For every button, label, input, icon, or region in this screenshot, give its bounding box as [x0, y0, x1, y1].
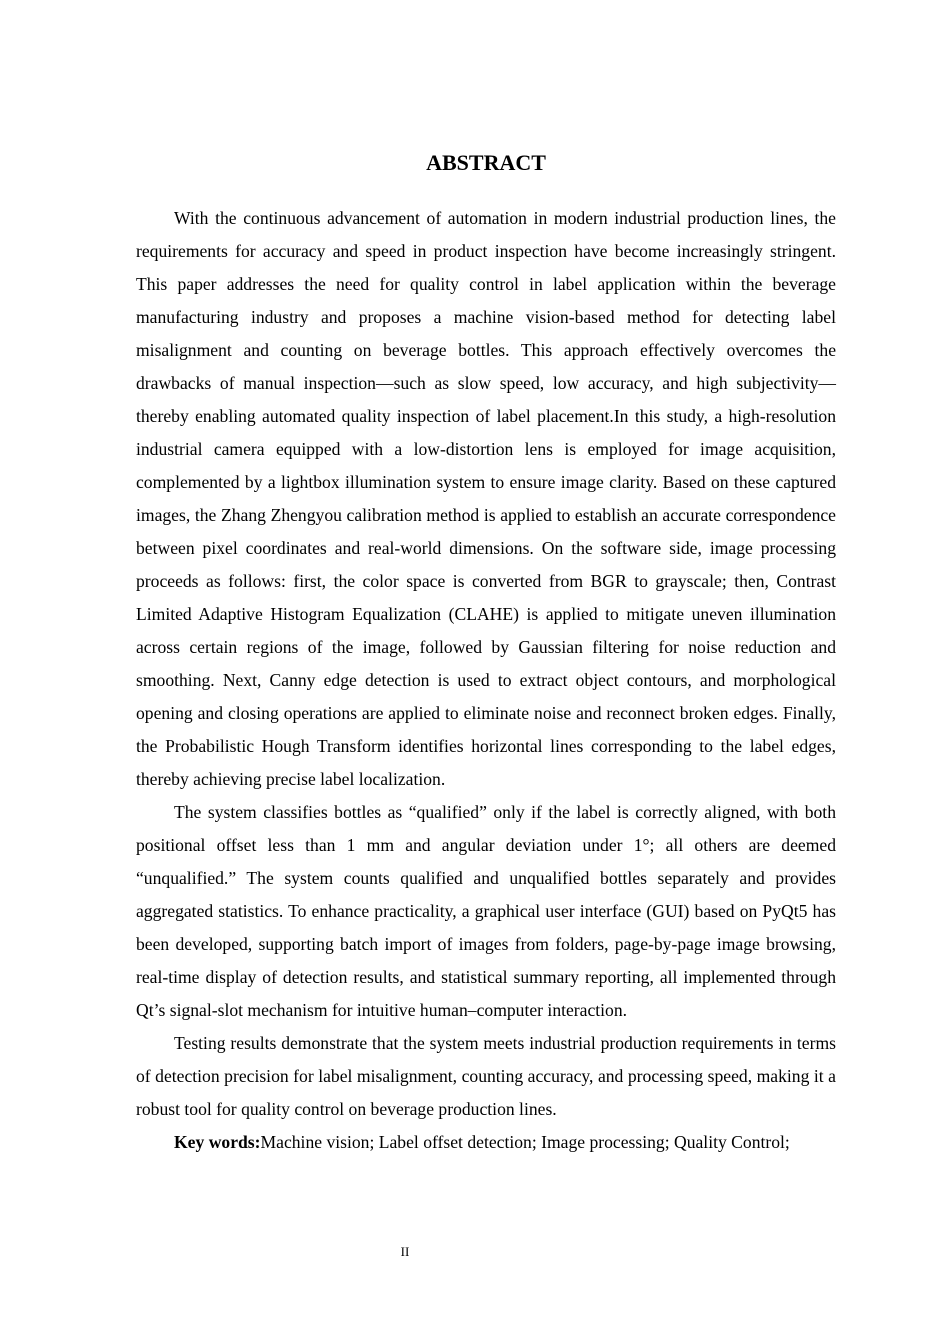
keywords-text: Machine vision; Label offset detection; Image processing; Quality Control; — [260, 1132, 790, 1152]
page-title: ABSTRACT — [426, 150, 546, 175]
keywords-label: Key words: — [174, 1132, 261, 1152]
abstract-paragraph-2: The system classifies bottles as “qualified” only if the label is correctly aligned, with both positional offset less than 1 mm and angular deviation under 1°; all others are deemed “unqualified.” The system counts qualified and unqualified bottles separately and provides aggregated statistics. To enhance practicality, a graphical user interface (GUI) based on PyQt5 has been developed, supporting batch import of images from folders, page-by-page image browsing, real-time display of detection results, and statistical summary reporting, all implemented through Qt’s signal-slot mechanism for intuitive human–computer interaction. — [136, 802, 836, 1020]
abstract-paragraph-3: Testing results demonstrate that the system meets industrial production requirements in terms of detection precision for label misalignment, counting accuracy, and processing speed, making it a robust tool for quality control on beverage production lines. — [136, 1033, 836, 1119]
keywords-line — [136, 1126, 836, 1159]
page-number: II — [400, 1244, 410, 1259]
abstract-paragraph-1: With the continuous advancement of automation in modern industrial production lines, the requirements for accuracy and speed in product inspection have become increasingly stringent. This paper addresses the need for quality control in label application within the beverage manufacturing industry and proposes a machine vision-based method for detecting label misalignment and counting on beverage bottles. This approach effectively overcomes the drawbacks of manual inspection—such as slow speed, low accuracy, and high subjectivity—thereby enabling automated quality inspection of label placement.In this study, a high-resolution industrial camera equipped with a low-distortion lens is employed for image acquisition, complemented by a lightbox illumination system to ensure image clarity. Based on these captured images, the Zhang Zhengyou calibration method is applied to establish an accurate correspondence between pixel coordinates and real-world dimensions. On the software side, image processing proceeds as follows: first, the color space is converted from BGR to grayscale; then, Contrast Limited Adaptive Histogram Equalization (CLAHE) is applied to mitigate uneven illumination across certain regions of the image, followed by Gaussian filtering for noise reduction and smoothing. Next, Canny edge detection is used to extract object contours, and morphological opening and closing operations are applied to eliminate noise and reconnect broken edges. Finally, the Probabilistic Hough Transform identifies horizontal lines corresponding to the label edges, thereby achieving precise label localization. — [136, 208, 836, 789]
abstract-body — [136, 202, 836, 1159]
